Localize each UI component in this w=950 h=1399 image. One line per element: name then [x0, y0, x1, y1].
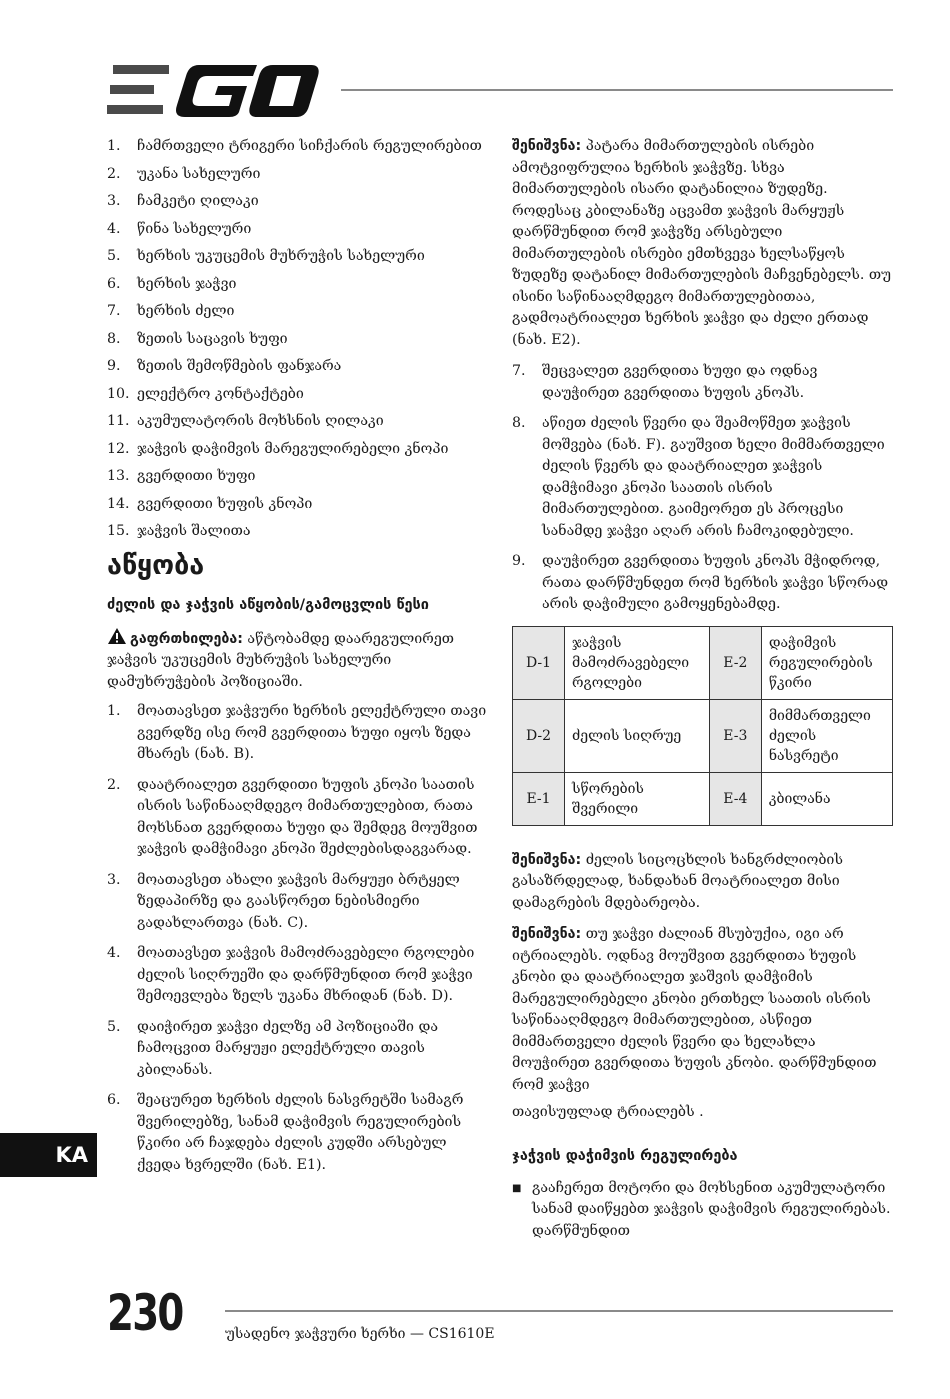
legend-row	[513, 772, 893, 825]
parts-list-item-text: ხერხის ძელი	[137, 303, 235, 319]
subsection2-title: ჯაჭვის დაჭიმვის რეგულირება	[512, 1147, 738, 1164]
parts-list-item-text: გვერდითი ხუფის კნოპი	[137, 495, 313, 512]
parts-list-item	[107, 384, 489, 406]
step-item-number: 4.	[107, 945, 121, 961]
step-item-number: 9.	[512, 553, 526, 569]
legend-code: E-2	[709, 626, 761, 699]
step-item-text: შეაცურეთ ხერხის ძელის ნასვრეტში სამაგრ შვერილებზე, სანამ დაჭიმვის რეგულირების წკირი არ ჩაჯდება ძელის კუდში არსებულ ქვედა ხვრელში (ნახ. E1).	[137, 1092, 464, 1173]
step-item-text: დაატრიალეთ გვერდითი ხუფის კნოპი საათის ისრის საწინააღმდეგო მიმართულებით, რათა მოხსნათ გვერდითა ხუფი და შემდეგ მოუშვით ჯაჭვის დამჭიმავი კნოპი შეძლებისდაგვარად.	[137, 776, 478, 857]
bullet-square-icon: ■	[512, 1182, 522, 1194]
parts-list-item-number: 10.	[107, 385, 130, 402]
ego-logo	[107, 62, 319, 118]
step-item-number: 8.	[512, 415, 526, 431]
note-bottom	[512, 924, 893, 1096]
parts-list-item	[107, 466, 489, 488]
footer-text: უსადენო ჯაჭვური ხერხი — CS1610E	[225, 1326, 495, 1342]
step-item	[107, 701, 489, 766]
parts-list-item-number: 15.	[107, 523, 130, 539]
parts-list-item-number: 8.	[107, 330, 121, 347]
parts-list-item-number: 2.	[107, 165, 121, 182]
parts-list-item-number: 3.	[107, 193, 121, 209]
parts-list-item-number: 7.	[107, 303, 121, 319]
parts-list-item	[107, 521, 489, 543]
legend-code: E-1	[513, 772, 565, 825]
parts-list-item-text: ზეთის შემოწმების ფანჯარა	[137, 358, 342, 374]
note-label: შენიშვნა:	[512, 851, 582, 868]
parts-list-item	[107, 164, 489, 186]
parts-list-item	[107, 411, 489, 433]
step-item	[512, 361, 893, 404]
parts-list-item-text: აკუმულატორის მოხსნის ღილაკი	[137, 413, 384, 429]
legend-label: სწორების შვერილი	[565, 772, 710, 825]
parts-list-item	[107, 274, 489, 296]
parts-list-item	[107, 439, 489, 461]
left-column	[107, 136, 489, 1185]
step-item-number: 3.	[107, 871, 121, 888]
warning-label: გაფრთხილება:	[130, 630, 243, 647]
note-text: პატარა მიმართულების ისრები ამოტვიფრულია ხერხის ჯაჭვზე. სხვა მიმართულების ისარი დატანილია ზუდეზე. როდესაც კბილანაზე აცვამთ ჯაჭვის მარყუჟს დარწმუნდით რომ ჯაჭვზე არსებული მიმართულების ისრები ემთხვევა ხელსაწყოს ზუდეზე დატანილ მიმართულების მაჩვენებელს. თუ ისინი საწინააღმდეგო მიმართულებითაა, გადმოატრიალეთ ხერხის ჯაჭვი და ძელი ერთად (ნახ. E2).	[512, 138, 892, 348]
note-label: შენიშვნა:	[512, 926, 582, 942]
parts-list-item-text: ჯაჭვის დაჭიმვის მარეგულირებელი კნოპი	[137, 440, 449, 457]
step-item	[512, 551, 893, 616]
parts-list-item-text: ჯაჭვის შალითა	[137, 523, 251, 539]
parts-list-item	[107, 219, 489, 241]
step-item-number: 5.	[107, 1018, 121, 1035]
note-top	[512, 136, 893, 351]
legend-label: ჯაჭვის მამოძრავებელი რგოლები	[565, 626, 710, 699]
section-title: აწყობა	[107, 549, 205, 581]
parts-list-item-number: 14.	[107, 495, 130, 512]
legend-label: ძელის სიღრუე	[565, 699, 710, 772]
parts-list-item-number: 5.	[107, 248, 121, 264]
parts-list-item-number: 12.	[107, 440, 130, 457]
warning-text: აწტობამდე დაარეგულირეთ ჯაჭვის უკუცემის მუხრუჭის სახელური დამუხრუჭების პოზიციაში.	[107, 630, 455, 690]
step-item-text: მოათავსეთ ახალი ჯაჭვის მარყუჟი ბრტყელ ზედაპირზე და გაასწორეთ ნებისმიერი გადახლართვა (ნახ. C).	[137, 871, 460, 931]
step-item	[512, 413, 893, 542]
step-item-number: 2.	[107, 776, 121, 793]
parts-list-item-number: 13.	[107, 468, 130, 484]
parts-list-item	[107, 329, 489, 351]
note-mid	[512, 850, 893, 915]
step-item	[107, 775, 489, 861]
parts-list-item-text: წინა სახელური	[137, 220, 252, 237]
parts-list-item-number: 6.	[107, 275, 121, 292]
legend-row	[513, 699, 893, 772]
bullet-list	[512, 1178, 893, 1243]
header-rule	[341, 89, 893, 91]
parts-list-item-text: ჩამკეტი ღილაკი	[137, 193, 259, 209]
bullet-text: გააჩერეთ მოტორი და მოხსენით აკუმულატორი სანამ დაიწყებთ ჯაჭვის დაჭიმვის რეგულირებას. დარწმუნდით	[532, 1179, 891, 1239]
legend-label: დაჭიმვის რეგულირების წკირი	[761, 626, 892, 699]
step-item	[107, 943, 489, 1008]
parts-list	[107, 136, 489, 543]
parts-list-item	[107, 301, 489, 323]
parts-list-item-number: 1.	[107, 138, 121, 154]
parts-list-item-number: 9.	[107, 358, 121, 374]
steps-right	[512, 361, 893, 616]
step-item	[107, 1090, 489, 1176]
parts-list-item-text: გვერდითი ხუფი	[137, 468, 256, 484]
language-tab: KA	[0, 1133, 97, 1177]
note-bottom-continuation: თავისუფლად ტრიალებს .	[512, 1104, 704, 1120]
subsection-title: ძელის და ჯაჭვის აწყობის/გამოცვლის წესი	[107, 596, 429, 613]
note-label: შენიშვნა:	[512, 138, 582, 154]
step-item	[107, 1017, 489, 1082]
legend-table	[512, 626, 893, 826]
parts-list-item-number: 11.	[107, 413, 130, 429]
step-item-text: მოათავსეთ ჯაჭვური ხერხის ელექტრული თავი გვერდზე ისე რომ გვერდითა ხუფი იყოს ზედა მხარეს (ნახ. B).	[137, 703, 487, 762]
parts-list-item	[107, 246, 489, 268]
step-item-text: შეცვალეთ გვერდითა ხუფი და ოდნავ დაუჭირეთ გვერდითა ხუფის კნოპს.	[542, 363, 818, 401]
note-text: ძელის სიცოცხლის ხანგრძლიობის გასაზრდელად, ხანდახან მოატრიალეთ მისი დამაგრების მდებარეობა.	[512, 851, 843, 911]
parts-list-item	[107, 356, 489, 378]
legend-code: E-3	[709, 699, 761, 772]
legend-label: კბილანა	[761, 772, 892, 825]
legend-code: D-1	[513, 626, 565, 699]
footer-rule	[225, 1310, 893, 1312]
step-item-text: მოათავსეთ ჯაჭვის მამოძრავებელი რგოლები ძელის სიღრუეში და დარწმუნდით რომ ჯაჭვი შემოევლება ზელს უკანა მხრიდან (ნახ. D).	[137, 945, 475, 1004]
legend-label: მიმმართველი ძელის ნასვრეტი	[761, 699, 892, 772]
parts-list-item	[107, 136, 489, 158]
parts-list-item-text: ხერხის უკუცემის მუხრუჭის სახელური	[137, 248, 425, 264]
page-number: 230	[107, 1284, 183, 1342]
parts-list-item-text: ხერხის ჯაჭვი	[137, 275, 237, 292]
legend-code: E-4	[709, 772, 761, 825]
parts-list-item-text: ზეთის საცავის ხუფი	[137, 330, 288, 347]
warning-triangle-icon	[107, 627, 127, 645]
parts-list-item-text: ელექტრო კონტაქტები	[137, 385, 304, 402]
step-item	[107, 870, 489, 935]
parts-list-item-text: ჩამრთველი ტრიგერი სიჩქარის რეგულირებით	[137, 138, 482, 154]
legend-code: D-2	[513, 699, 565, 772]
parts-list-item	[107, 191, 489, 213]
step-item-number: 7.	[512, 363, 526, 379]
step-item-number: 1.	[107, 703, 121, 719]
steps-left	[107, 701, 489, 1176]
note-text: თუ ჯაჭვი ძალიან მსუბუქია, იგი არ იტრიალებს. ოდნავ მოუშვით გვერდითა ხუფის კნობი და დაატრიალეთ ჯაშვის დამჭიმის მარეგულირებელი კნობი ერთხელ საათის ისრის საწინააღმდეგო მიმართულებით, ასწიეთ მიმმართველი ძელის წვერი და ხელახლა მოუჭირეთ გვერდითა ხუფის კნობი. დარწმუნდით რომ ჯაჭვი	[512, 926, 877, 1093]
parts-list-item-text: უკანა სახელური	[137, 165, 261, 182]
warning-paragraph	[107, 627, 489, 694]
legend-row	[513, 626, 893, 699]
parts-list-item	[107, 494, 489, 516]
bullet-item	[512, 1178, 893, 1243]
step-item-number: 6.	[107, 1092, 121, 1108]
step-item-text: დაუჭირეთ გვერდითა ხუფის კნოპს მჭიდროდ, რათა დარწმუნდეთ რომ ხერხის ჯაჭვი სწორად არის დაჭიმული გამოყენებამდე.	[542, 553, 889, 612]
step-item-text: დაიჭირეთ ჯაჭვი ძელზე ამ პოზიციაში და ჩამოცვით მარყუჟი ელექტრული თავის კბილანას.	[137, 1018, 438, 1078]
step-item-text: აწიეთ ძელის წვერი და შეამოწმეთ ჯაჭვის მოშვება (ნახ. F). გაუშვით ხელი მიმმართველი ძელის წვერს და დაატრიალეთ ჯაჭვის დამჭიმავი კნოპი საათის ისრის მიმართულებით. გაიმეორეთ ეს პროცესი სანამდე ჯაჭვი აღარ არის ჩამოკიდებული.	[542, 415, 885, 539]
right-column	[512, 136, 893, 1242]
parts-list-item-number: 4.	[107, 220, 121, 237]
